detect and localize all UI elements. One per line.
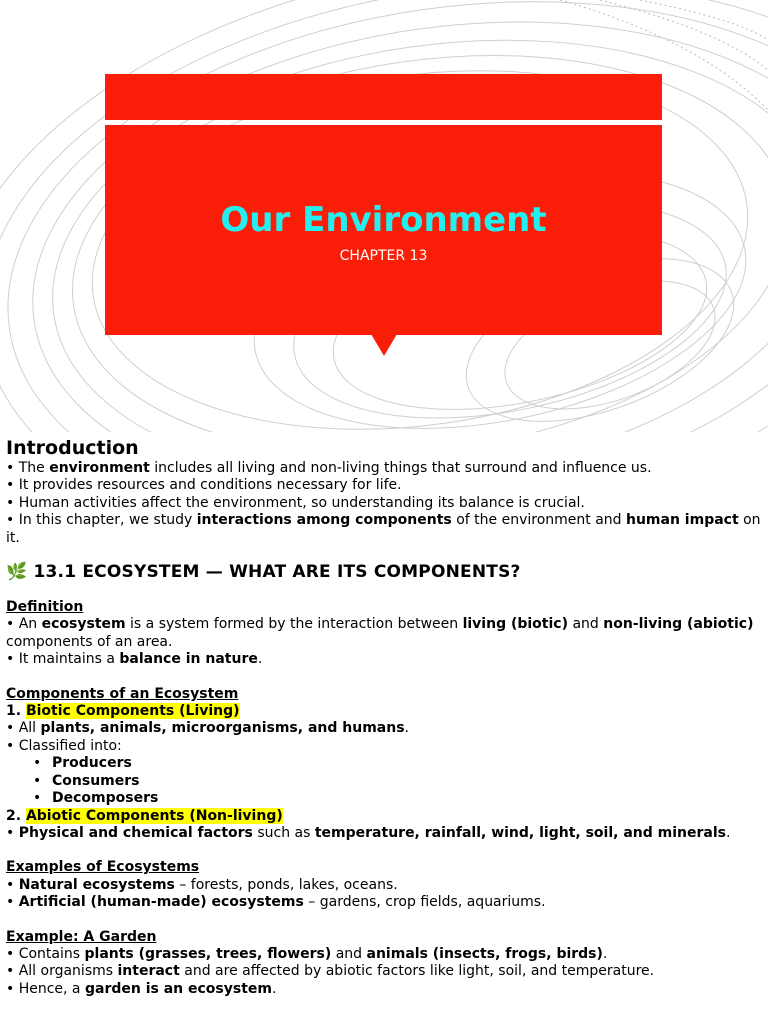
- biotic-bullet-1: • All plants, animals, microorganisms, and humans.: [6, 720, 409, 737]
- title-box: [105, 125, 662, 335]
- intro-heading: Introduction: [6, 437, 139, 459]
- slide-title: Our Environment: [220, 200, 547, 240]
- type-consumers: • Consumers: [33, 772, 140, 789]
- intro-bullet-1: • The environment includes all living and non-living things that surround and influence us.: [6, 460, 652, 476]
- examples-heading: Examples of Ecosystems: [6, 859, 200, 876]
- garden-heading: Example: A Garden: [6, 928, 157, 945]
- slide-subtitle: CHAPTER 13: [339, 248, 428, 264]
- abiotic-bullet-1: • Physical and chemical factors such as temperature, rainfall, wind, light, soil, and minerals.: [6, 824, 731, 841]
- intro-bullet-4: • In this chapter, we study interactions among components of the environment and human impact on it.: [6, 512, 761, 546]
- type-decomposers: • Decomposers: [33, 790, 159, 807]
- type-producers: • Producers: [33, 755, 132, 772]
- title-slide: [0, 0, 768, 432]
- intro-bullet-3: • Human activities affect the environment, so understanding its balance is crucial.: [6, 494, 585, 511]
- garden-bullet-1: • Contains plants (grasses, trees, flowers) and animals (insects, frogs, birds).: [6, 945, 608, 962]
- section-heading: 🌿 13.1 ECOSYSTEM — WHAT ARE ITS COMPONENTS?: [6, 562, 521, 583]
- garden-bullet-2: • All organisms interact and are affected by abiotic factors like light, soil, and temperature.: [6, 963, 655, 980]
- intro-bullet-2: • It provides resources and conditions necessary for life.: [6, 477, 402, 494]
- definition-bullet-1: • An ecosystem is a system formed by the interaction between living (biotic) and non-living (abiotic) components of an area.: [6, 616, 754, 650]
- abiotic-title: 2. Abiotic Components (Non-living): [6, 807, 283, 824]
- title-box-pointer: [371, 334, 397, 356]
- biotic-title: 1. Biotic Components (Living): [6, 703, 240, 720]
- header-bar: [105, 74, 662, 120]
- leaf-icon: 🌿: [6, 562, 28, 583]
- examples-bullet-2: • Artificial (human-made) ecosystems – gardens, crop fields, aquariums.: [6, 894, 546, 911]
- components-heading: Components of an Ecosystem: [6, 685, 239, 702]
- biotic-bullet-2: • Classified into:: [6, 737, 122, 754]
- garden-bullet-3: • Hence, a garden is an ecosystem.: [6, 980, 277, 997]
- examples-bullet-1: • Natural ecosystems – forests, ponds, lakes, oceans.: [6, 876, 398, 893]
- definition-heading: Definition: [6, 599, 84, 616]
- definition-bullet-2: • It maintains a balance in nature.: [6, 651, 263, 668]
- document-body: [6, 436, 762, 998]
